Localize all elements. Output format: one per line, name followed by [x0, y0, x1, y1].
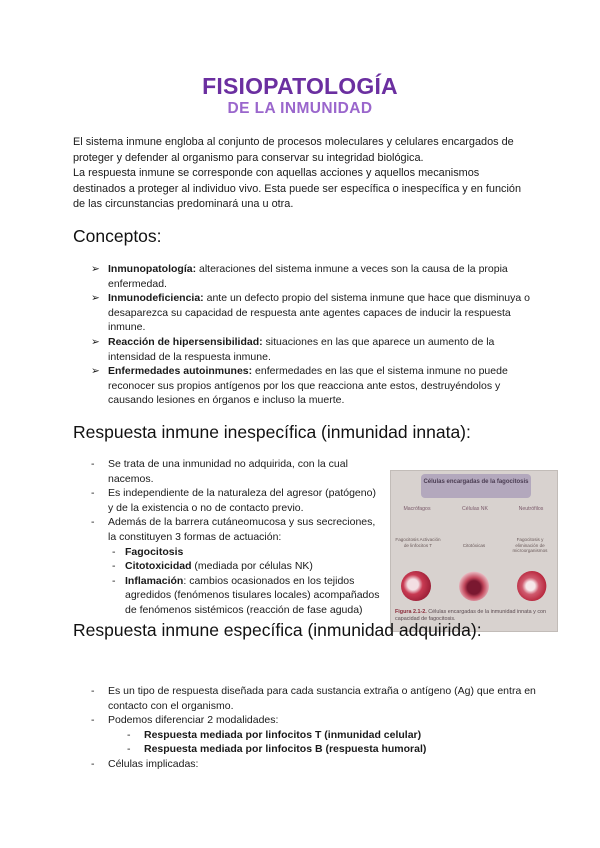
concept-item [91, 291, 531, 335]
list-item [91, 713, 541, 728]
concept-term: Inmunodeficiencia: [108, 292, 204, 305]
form-text: : cambios ocasionados en los tejidos agredidos (fenómenos tisulares locales) acompañados de fenómenos sistémicos (reacción de fase aguda) [125, 574, 380, 616]
modality-text: Respuesta mediada por linfocitos T (inmunidad celular) [144, 728, 422, 741]
concept-text: enfermedades en las que el sistema inmune no puede reconocer sus propios antígenos por los que reacciona ante estos, destruyéndolos y causando lesiones en órganos e incluso la muerte. [108, 365, 508, 407]
dash-bullet: - [91, 458, 95, 470]
concept-text: ante un defecto propio del sistema inmune que hace que disminuya o desaparezca su capacidad de respuesta ante agentes capaces de inducir la respuesta inmune. [108, 292, 530, 334]
heading-conceptos: Conceptos: [73, 226, 162, 246]
form-text: (mediada por células NK) [191, 560, 313, 573]
figure-column-label: Células NK [462, 506, 488, 512]
modality-text: Respuesta mediada por linfocitos B (respuesta humoral) [144, 743, 427, 756]
form-item [108, 545, 381, 560]
page-title: FISIOPATOLOGÍA [202, 73, 398, 99]
form-term: Citotoxicidad [125, 560, 192, 573]
figure-header: Células encargadas de la fagocitosis [421, 474, 531, 498]
macrophage-cell-image [401, 571, 431, 601]
adquirida-list [91, 684, 541, 772]
dash-bullet: - [112, 545, 116, 558]
concept-item [91, 364, 531, 408]
heading-adquirida: Respuesta inmune específica (inmunidad adquirida): [73, 620, 482, 640]
concept-item [91, 335, 531, 364]
intro-paragraph-2: La respuesta inmune se corresponde con aquellas acciones y aquellos mecanismos destinados a proteger al individuo vivo. Esta puede ser específica o inespecífica y en función de las circunstancias predominará una u otra. [73, 167, 521, 210]
dash-bullet: - [91, 714, 95, 727]
form-term: Fagocitosis [125, 545, 184, 558]
dash-bullet: - [112, 574, 116, 587]
figure-caption-label: Figura 2.1-2. [395, 609, 427, 615]
dash-bullet: - [127, 728, 131, 741]
heading-innata: Respuesta inmune inespecífica (inmunidad innata): [73, 422, 471, 442]
list-item-text: Además de la barrera cutáneomucosa y sus secreciones, la constituyen 3 formas de actuación: [108, 516, 376, 543]
concept-item [91, 262, 531, 291]
dash-bullet: - [91, 685, 95, 697]
page-subtitle: DE LA INMUNIDAD [227, 100, 373, 117]
arrow-bullet-icon: ➢ [91, 292, 100, 305]
nk-cell-image [459, 571, 489, 601]
form-item [108, 574, 381, 618]
concept-text: situaciones en las que aparece un aumento de la intensidad de la respuesta inmune. [108, 335, 495, 363]
form-item [108, 559, 381, 574]
figure-column-label: Neutrófilos [518, 506, 544, 512]
list-item [91, 515, 381, 544]
figure-action-label: Fagocitosis y eliminación de microorganismos [512, 537, 548, 554]
form-term: Inflamación [125, 574, 184, 587]
modalities-sublist [91, 728, 541, 757]
dash-bullet: - [91, 757, 95, 770]
forms-sublist [91, 545, 381, 618]
list-item-text: Es independiente de la naturaleza del agresor (patógeno) y de la existencia o no de contacto previo. [108, 487, 376, 514]
figure-column-label: Macrófagos [403, 506, 431, 512]
phagocytosis-figure [390, 470, 558, 632]
figure-action-label: Fagocitosis Activación de linfocitos T [395, 537, 441, 548]
modality-item [127, 728, 541, 743]
concept-term: Inmunopatología: [108, 263, 197, 275]
arrow-bullet-icon: ➢ [91, 365, 100, 378]
list-item-text: Podemos diferenciar 2 modalidades: [108, 714, 279, 727]
list-item-text: Es un tipo de respuesta diseñada para cada sustancia extraña o antígeno (Ag) que entra en contacto con el organismo. [108, 685, 536, 712]
list-item [91, 486, 381, 515]
list-item [91, 684, 541, 713]
dash-bullet: - [91, 487, 95, 500]
dash-bullet: - [91, 516, 95, 529]
modality-item [127, 742, 541, 757]
dash-bullet: - [112, 560, 116, 573]
figure-action-label: Citotóxicas [462, 543, 486, 548]
innata-list [91, 457, 381, 618]
arrow-bullet-icon: ➢ [91, 263, 100, 275]
dash-bullet: - [127, 743, 131, 756]
neutrophil-cell-image [517, 571, 547, 601]
concept-term: Enfermedades autoinmunes: [108, 365, 253, 378]
arrow-bullet-icon: ➢ [91, 335, 100, 348]
figure-caption-text: Células encargadas de la inmunidad innata y con capacidad de fagocitosis. [395, 609, 547, 622]
concept-list [91, 262, 531, 408]
list-item-text: Células implicadas: [108, 757, 199, 770]
intro-paragraph-1: El sistema inmune engloba al conjunto de procesos moleculares y celulares encargados de proteger y defender al organismo para conservar su integridad biológica. [73, 136, 514, 164]
concept-text: alteraciones del sistema inmune a veces son la causa de la propia enfermedad. [108, 263, 508, 290]
concept-term: Reacción de hipersensibilidad: [108, 335, 263, 348]
list-item [91, 757, 541, 772]
list-item-text: Se trata de una inmunidad no adquirida, con la cual nacemos. [108, 458, 348, 485]
list-item [91, 457, 381, 486]
